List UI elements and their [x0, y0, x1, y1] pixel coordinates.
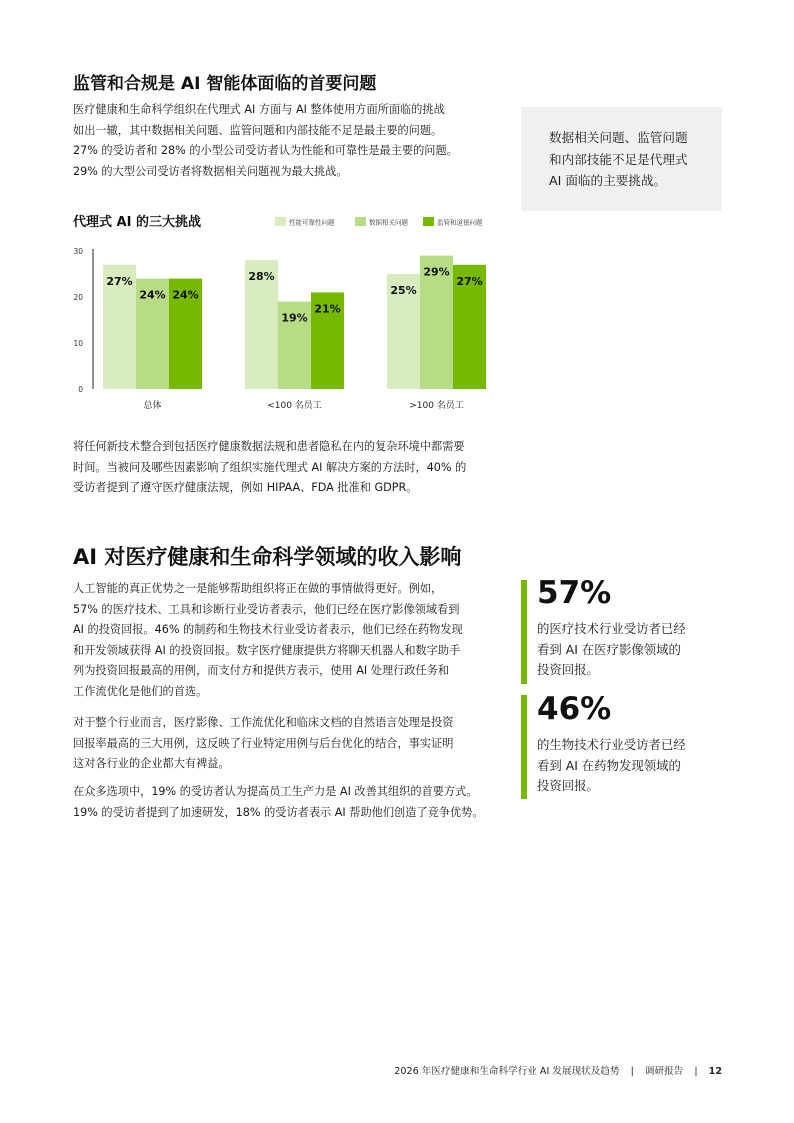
- section-paragraph: [73, 100, 458, 182]
- stat-value: 46%: [537, 691, 612, 727]
- stat-callout: [521, 691, 721, 799]
- bar-value-label: 21%: [314, 302, 341, 316]
- section-paragraph: [73, 782, 484, 823]
- section-heading: 监管和合规是 AI 智能体面临的首要问题: [73, 74, 377, 94]
- section-paragraph: [73, 579, 463, 702]
- bar-value-label: 27%: [106, 274, 133, 288]
- y-tick-label: 0: [78, 385, 83, 394]
- paragraph-line: 将任何新技术整合到包括医疗健康数据法规和患者隐私在内的复杂环境中都需要: [73, 440, 465, 453]
- accent-bar: [521, 580, 527, 684]
- y-tick-label: 20: [73, 293, 83, 302]
- stat-value: 57%: [537, 575, 612, 611]
- paragraph-line: 这对各行业的企业都大有裨益。: [73, 757, 230, 770]
- bar-value-label: 24%: [172, 288, 199, 302]
- chart-legend: [275, 217, 483, 227]
- paragraph-line: 回报率最高的三大用例，这反映了行业特定用例与后台优化的结合，事实证明: [73, 736, 454, 750]
- y-axis: [73, 247, 93, 394]
- paragraph-line: 如出一辙，其中数据相关问题、监管问题和内部技能不足是最主要的问题。: [73, 123, 443, 137]
- x-tick-label: <100 名员工: [267, 401, 322, 411]
- footer-separator: |: [694, 1066, 698, 1077]
- paragraph-line: 57% 的医疗技术、工具和诊断行业受访者表示，他们已经在医疗影像领域看到: [73, 602, 460, 616]
- y-tick-label: 30: [73, 247, 83, 256]
- stat-text: 看到 AI 在药物发现领域的: [537, 757, 681, 773]
- stat-callout: [521, 575, 721, 684]
- paragraph-line: 对于整个行业而言，医疗影像、工作流优化和临床文档的自然语言处理是投资: [73, 716, 454, 729]
- paragraph-line: 在众多选项中，19% 的受访者认为提高员工生产力是 AI 改善其组织的首要方式。: [73, 785, 478, 798]
- stat-text: 的生物技术行业受访者已经: [537, 737, 686, 752]
- challenges-chart: [60, 205, 510, 420]
- bar-value-label: 24%: [139, 288, 166, 302]
- legend-swatch: [355, 217, 366, 226]
- paragraph-line: AI 的投资回报。46% 的制药和生物技术行业受访者表示，他们已经在药物发现: [73, 623, 463, 636]
- paragraph-line: 和开发领域获得 AI 的投资回报。数字医疗健康提供方将聊天机器人和数字助手: [73, 643, 461, 657]
- accent-bar: [521, 695, 527, 799]
- bar-value-label: 27%: [456, 274, 483, 288]
- footer-type: 调研报告: [644, 1066, 684, 1077]
- paragraph-line: 受访者提到了遵守医疗健康法规，例如 HIPAA、FDA 批准和 GDPR。: [73, 481, 418, 494]
- chart-title: 代理式 AI 的三大挑战: [73, 215, 201, 230]
- legend-swatch: [275, 217, 286, 226]
- page-number: 12: [708, 1066, 722, 1077]
- footer-separator: |: [630, 1066, 634, 1077]
- stat-text: 投资回报。: [537, 778, 599, 793]
- x-tick-label: >100 名员工: [409, 401, 464, 411]
- stat-text: 投资回报。: [537, 662, 599, 677]
- bar-group: [103, 256, 486, 389]
- x-axis-labels: [143, 399, 463, 411]
- bar-value-label: 19%: [281, 311, 308, 325]
- bar-value-label: 29%: [423, 265, 450, 279]
- callout-line: AI 面临的主要挑战。: [549, 173, 667, 188]
- footer-title: 2026 年医疗健康和生命科学行业 AI 发展现状及趋势: [394, 1066, 620, 1077]
- legend-label: 监管和道德问题: [437, 218, 483, 227]
- bar-value-label: 25%: [390, 284, 417, 297]
- paragraph-line: 27% 的受访者和 28% 的小型公司受访者认为性能和可靠性是最主要的问题。: [73, 144, 458, 157]
- paragraph-line: 29% 的大型公司受访者将数据相关问题视为最大挑战。: [73, 164, 348, 178]
- callout-line: 数据相关问题、监管问题: [549, 130, 688, 145]
- section-heading: AI 对医疗健康和生命科学领域的收入影响: [73, 545, 462, 569]
- paragraph-line: 19% 的受访者提到了加速研发，18% 的受访者表示 AI 帮助他们创造了竞争优势。: [73, 805, 484, 819]
- section-paragraph: [73, 437, 466, 499]
- y-tick-label: 10: [73, 339, 83, 348]
- section-paragraph: [73, 713, 453, 775]
- paragraph-line: 医疗健康和生命科学组织在代理式 AI 方面与 AI 整体使用方面所面临的挑战: [73, 103, 445, 116]
- page-footer: [394, 1063, 722, 1077]
- callout-box: [521, 107, 722, 211]
- x-tick-label: 总体: [143, 401, 162, 411]
- paragraph-line: 列为投资回报最高的用例，而支付方和提供方表示，使用 AI 处理行政任务和: [73, 664, 450, 677]
- stat-text: 看到 AI 在医疗影像领域的: [537, 641, 681, 657]
- paragraph-line: 工作流优化是他们的首选。: [73, 684, 208, 698]
- paragraph-line: 时间。当被问及哪些因素影响了组织实施代理式 AI 解决方案的方法时，40% 的: [73, 460, 467, 474]
- callout-line: 和内部技能不足是代理式: [549, 151, 688, 167]
- stat-text: 的医疗技术行业受访者已经: [537, 621, 686, 636]
- legend-swatch: [423, 217, 434, 226]
- bar-value-label: 28%: [248, 270, 275, 284]
- paragraph-line: 人工智能的真正优势之一是能够帮助组织将正在做的事情做得更好。例如，: [73, 582, 443, 595]
- legend-label: 数据相关问题: [369, 218, 408, 227]
- legend-label: 性能可靠性问题: [289, 218, 335, 227]
